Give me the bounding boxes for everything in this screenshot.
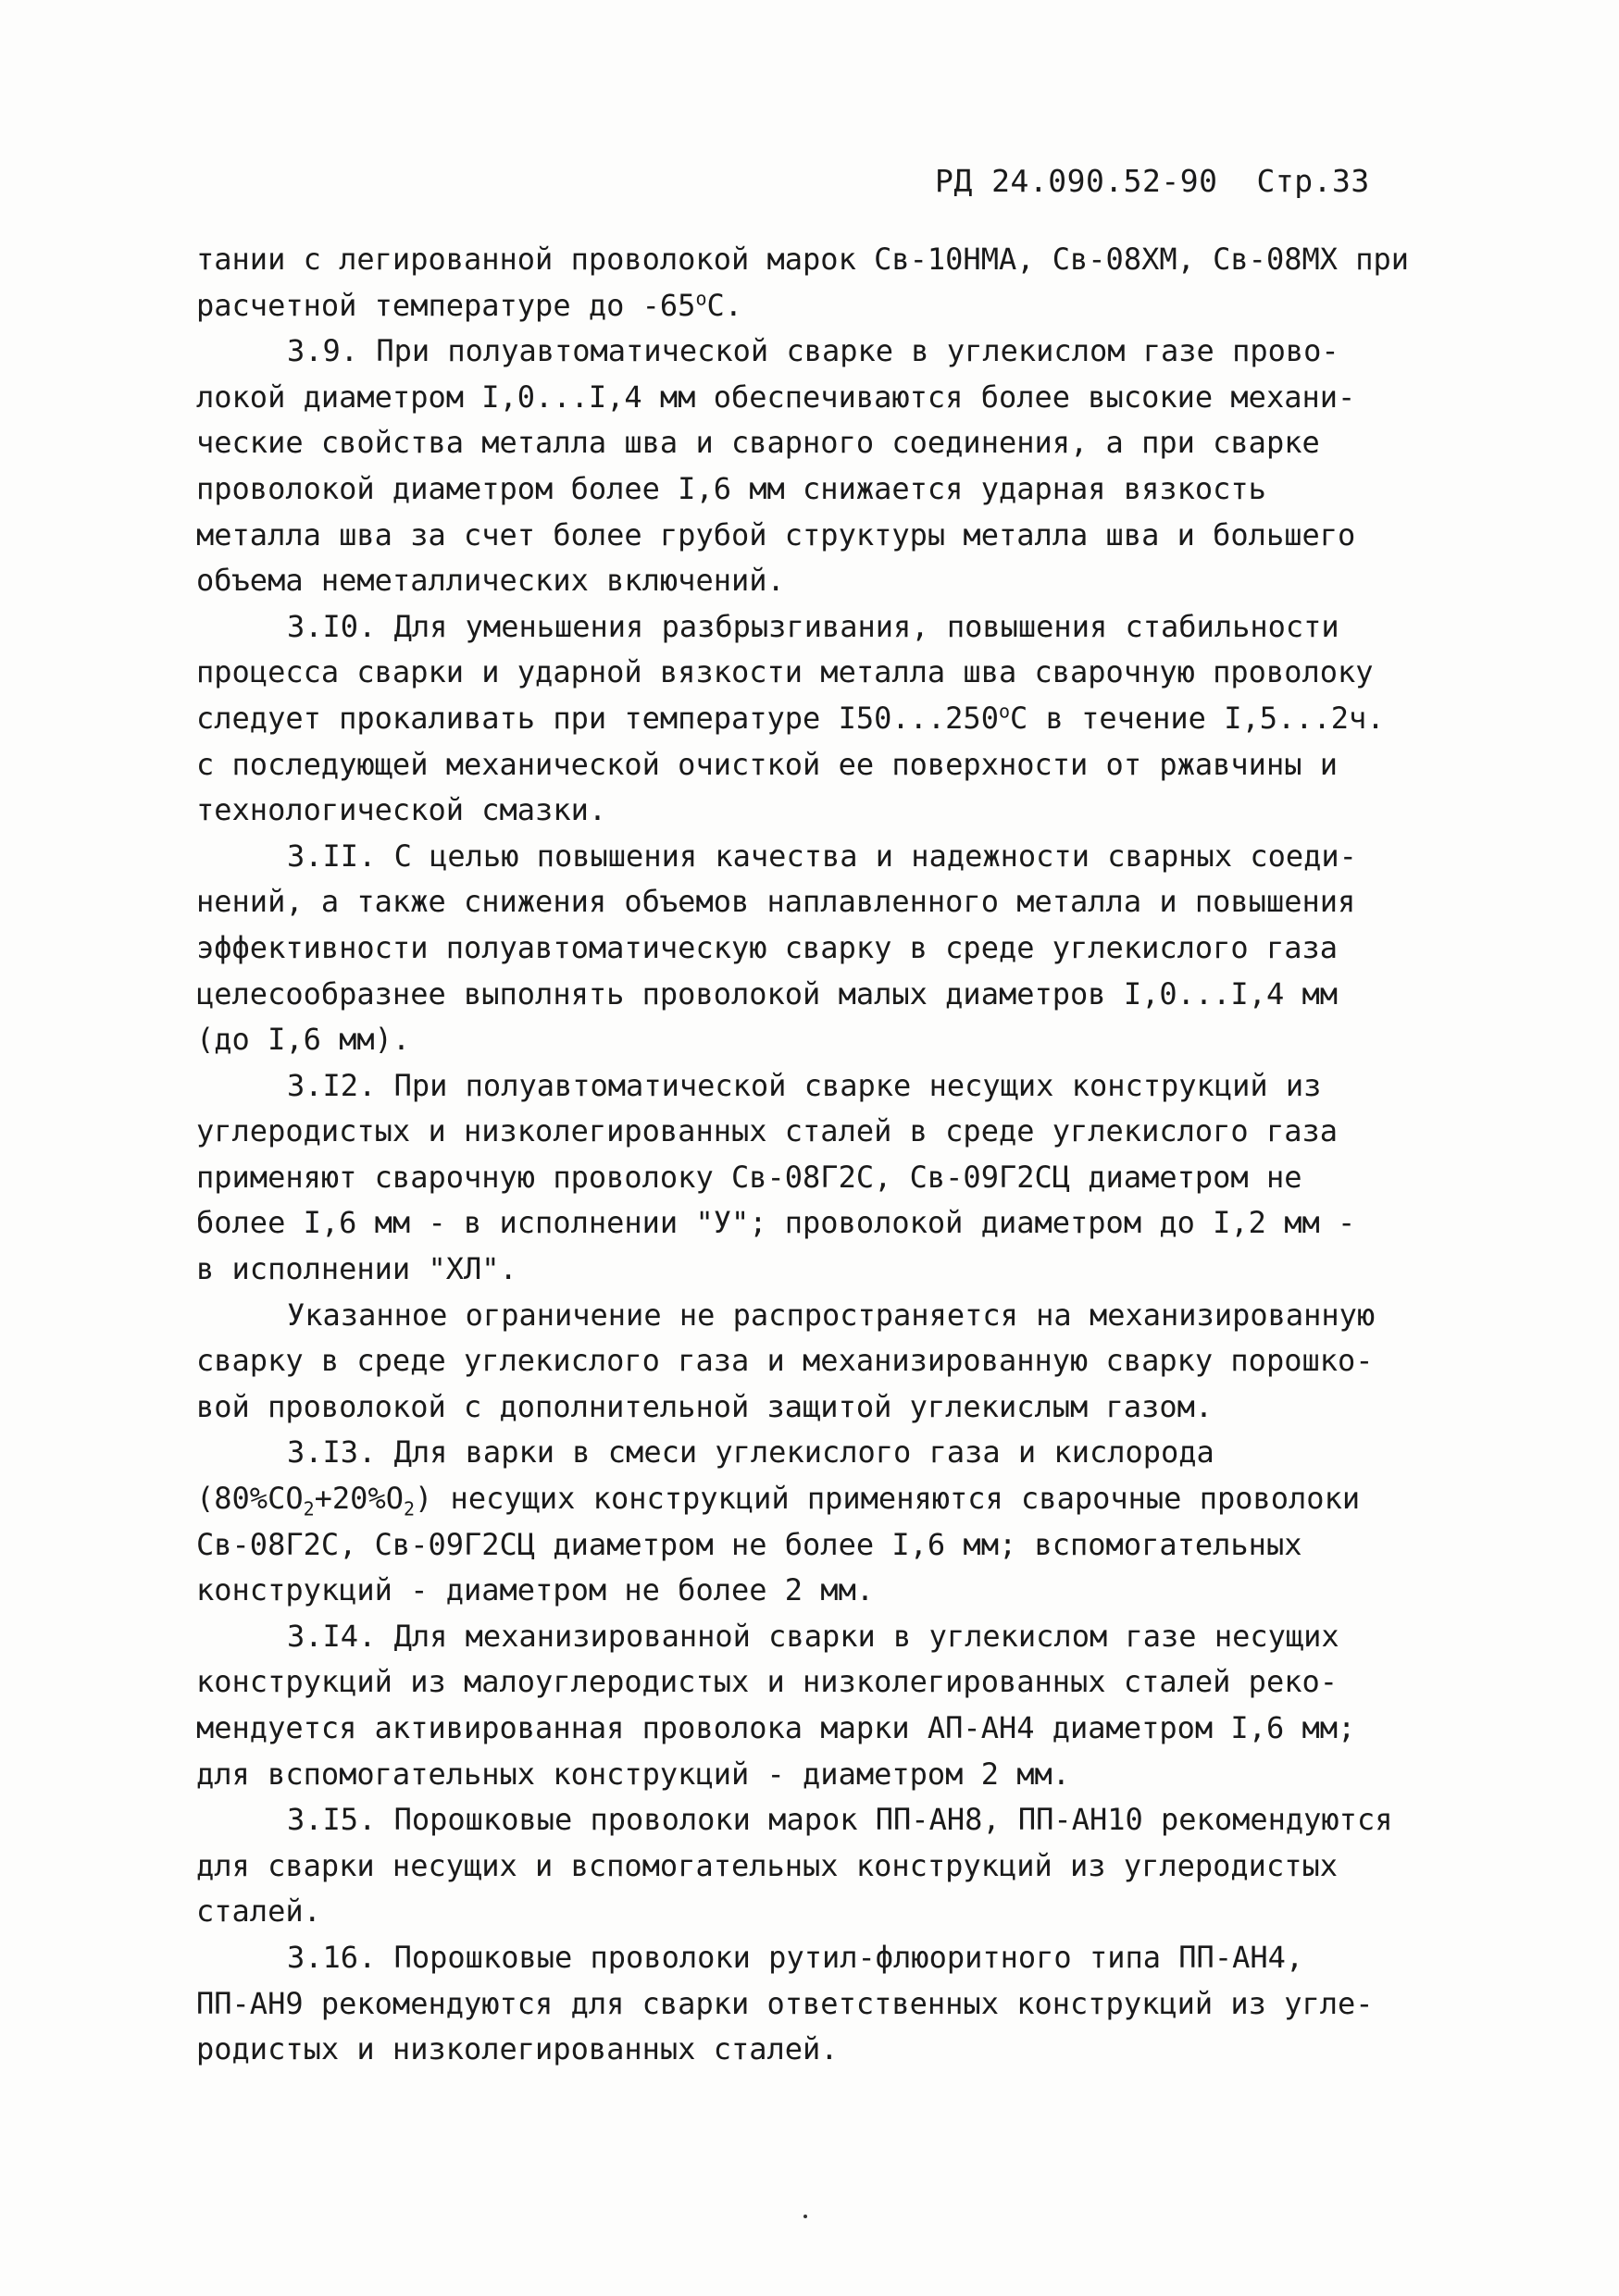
text-run: конструкций - диаметром не более 2 мм.	[196, 1572, 875, 1608]
text-run: (до I,6 мм).	[196, 1022, 411, 1058]
page-number: Стр.33	[1256, 163, 1370, 199]
superscript: о	[695, 286, 707, 309]
text-run: более I,6 мм - в исполнении "У"; проволокой диаметром до I,2 мм -	[196, 1205, 1356, 1241]
text-run: ПП-АН9 рекомендуются для сварки ответственных конструкций из угле-	[196, 1985, 1374, 2021]
text-run: Св-08Г2С, Св-09Г2СЦ диаметром не более I,6 мм; вспомогательных	[196, 1526, 1302, 1562]
text-line	[196, 1338, 1437, 1384]
subscript: 2	[303, 1497, 315, 1520]
text-run: вой проволокой с дополнительной защитой углекислым газом.	[196, 1388, 1214, 1424]
text-line	[196, 1614, 1437, 1660]
text-line	[196, 283, 1437, 329]
text-run: 3.16. Порошковые проволоки рутил-флюоритного типа ПП-АН4,	[287, 1939, 1304, 1975]
text-run: С в течение I,5...2ч.	[1010, 700, 1385, 736]
text-line	[196, 237, 1437, 283]
text-line	[196, 1935, 1437, 1981]
text-run: в исполнении "ХЛ".	[196, 1251, 517, 1287]
text-run: технологической смазки.	[196, 792, 607, 828]
text-line	[196, 2027, 1437, 2073]
text-line	[196, 420, 1437, 466]
text-run: конструкций из малоуглеродистых и низколегированных сталей реко-	[196, 1664, 1338, 1700]
subscript: 2	[403, 1497, 416, 1520]
scan-speck	[803, 2215, 807, 2218]
text-line	[196, 513, 1437, 559]
text-run: С.	[706, 287, 743, 323]
text-run: применяют сварочную проволоку Св-08Г2С, Св-09Г2СЦ диаметром не	[196, 1159, 1302, 1195]
text-line	[196, 1706, 1437, 1752]
text-run: для вспомогательных конструкций - диаметром 2 мм.	[196, 1756, 1071, 1792]
text-line	[196, 1568, 1437, 1614]
text-line	[196, 1063, 1437, 1110]
text-line	[196, 1155, 1437, 1201]
text-line	[196, 1522, 1437, 1569]
text-line	[196, 558, 1437, 604]
text-run: родистых и низколегированных сталей.	[196, 2031, 839, 2067]
text-line	[196, 1430, 1437, 1476]
text-run: +20%О	[314, 1481, 404, 1517]
text-run: ческие свойства металла шва и сварного соединения, а при сварке	[196, 425, 1320, 461]
text-line	[196, 1247, 1437, 1293]
text-line	[196, 879, 1437, 925]
text-run: 3.I4. Для механизированной сварки в углекислом газе несущих	[287, 1618, 1339, 1654]
text-run: (80%СО	[196, 1481, 304, 1517]
text-run: следует прокаливать при температуре I50...250	[196, 700, 999, 736]
text-run: целесообразнее выполнять проволокой малых диаметров I,0...I,4 мм	[196, 975, 1338, 1011]
text-line	[196, 466, 1437, 513]
text-line	[196, 1752, 1437, 1798]
text-run: локой диаметром I,0...I,4 мм обеспечиваются более высокие механи-	[196, 379, 1356, 415]
document-code: РД 24.090.52-90	[935, 163, 1218, 199]
text-run: объема неметаллических включений.	[196, 563, 785, 599]
text-line	[196, 1981, 1437, 2028]
text-line	[196, 1384, 1437, 1431]
text-line	[196, 329, 1437, 375]
text-run: нений, а также снижения объемов наплавленного металла и повышения	[196, 884, 1356, 920]
text-run: Указанное ограничение не распространяется на механизированную	[287, 1297, 1376, 1333]
text-line	[196, 1843, 1437, 1890]
text-run: эффективности полуавтоматическую сварку в среде углекислого газа	[196, 929, 1338, 965]
text-line	[196, 1109, 1437, 1155]
text-line	[196, 972, 1437, 1018]
text-run: проволокой диаметром более I,6 мм снижается ударная вязкость	[196, 470, 1266, 506]
body-text	[196, 237, 1437, 2073]
text-line	[196, 1476, 1437, 1522]
text-line	[196, 788, 1437, 834]
text-run: процесса сварки и ударной вязкости металла шва сварочную проволоку	[196, 654, 1374, 690]
text-run: с последующей механической очисткой ее поверхности от ржавчины и	[196, 746, 1338, 782]
text-line	[196, 1659, 1437, 1706]
text-run: металла шва за счет более грубой структуры металла шва и большего	[196, 516, 1356, 552]
text-run: для сварки несущих и вспомогательных конструкций из углеродистых	[196, 1847, 1338, 1883]
text-run: 3.I3. Для варки в смеси углекислого газа и кислорода	[287, 1434, 1214, 1471]
text-line	[196, 834, 1437, 880]
text-line	[196, 604, 1437, 651]
text-line	[196, 696, 1437, 742]
text-run: ) несущих конструкций применяются сварочные проволоки	[415, 1481, 1361, 1517]
text-run: углеродистых и низколегированных сталей в среде углекислого газа	[196, 1113, 1338, 1149]
text-run: 3.I0. Для уменьшения разбрызгивания, повышения стабильности	[287, 608, 1339, 644]
text-run: сварку в среде углекислого газа и механизированную сварку порошко-	[196, 1343, 1374, 1379]
text-line	[196, 650, 1437, 696]
text-run: сталей.	[196, 1893, 321, 1930]
text-run: тании с легированной проволокой марок Св-10НМА, Св-08ХМ, Св-08МХ при	[196, 242, 1410, 277]
text-run: 3.II. С целью повышения качества и надежности сварных соеди-	[287, 838, 1357, 874]
text-run: расчетной температуре до -65	[196, 287, 696, 323]
text-line	[196, 742, 1437, 788]
text-line	[196, 925, 1437, 972]
text-line	[196, 1889, 1437, 1935]
text-run: 3.I5. Порошковые проволоки марок ПП-АН8, ПП-АН10 рекомендуются	[287, 1802, 1393, 1838]
text-line	[196, 1017, 1437, 1063]
superscript: о	[998, 700, 1010, 723]
text-line	[196, 1293, 1437, 1339]
page-header	[935, 163, 1416, 199]
text-line	[196, 375, 1437, 421]
text-run: 3.I2. При полуавтоматической сварке несущих конструкций из	[287, 1067, 1322, 1103]
text-line	[196, 1200, 1437, 1247]
text-run: 3.9. При полуавтоматической сварке в углекислом газе прово-	[287, 333, 1339, 369]
text-run: мендуется активированная проволока марки АП-АН4 диаметром I,6 мм;	[196, 1710, 1356, 1745]
text-line	[196, 1797, 1437, 1843]
